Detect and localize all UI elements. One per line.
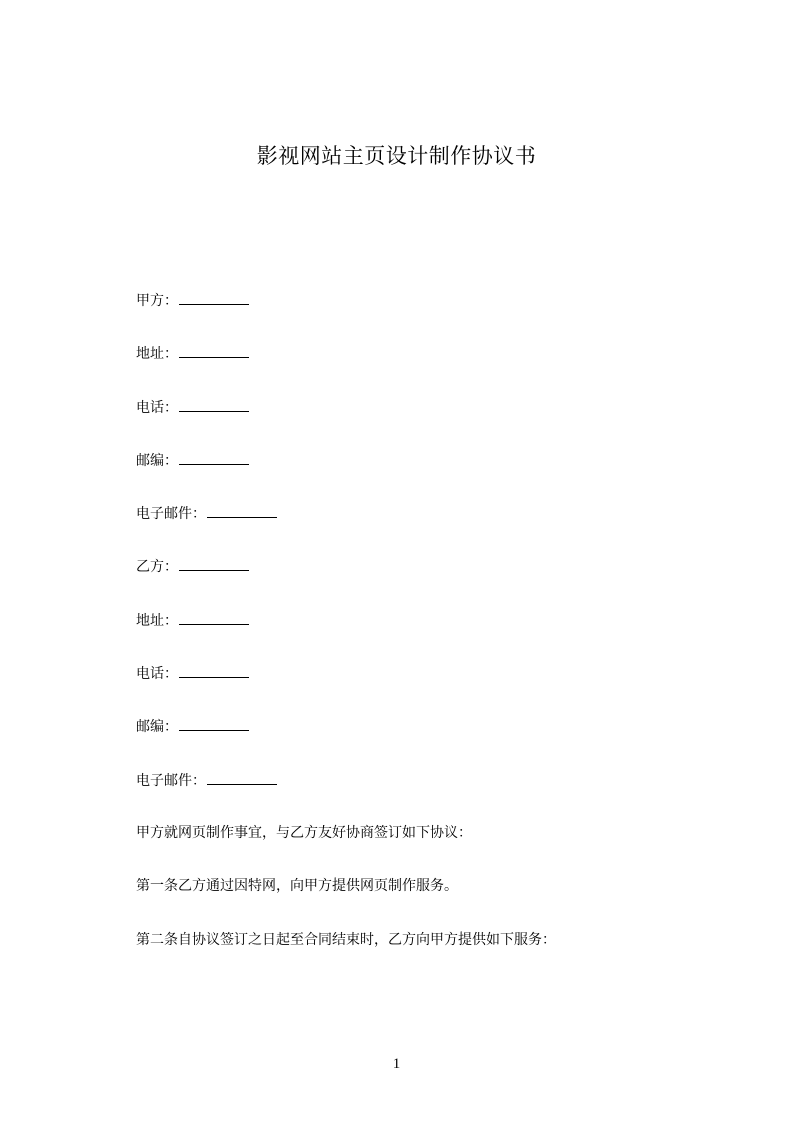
party-b-postcode-blank: [179, 715, 249, 731]
party-b-address-line: [136, 609, 696, 662]
party-a-phone-blank: [179, 396, 249, 412]
party-b-phone-blank: [179, 662, 249, 678]
party-a-address-blank: [179, 342, 249, 358]
page-number: 1: [392, 1056, 401, 1072]
party-b-address-label: 地址：: [136, 612, 178, 629]
party-b-name-label: 乙方：: [136, 559, 178, 576]
party-a-postcode-label: 邮编：: [136, 452, 178, 469]
party-b-phone-label: 电话：: [136, 666, 178, 683]
party-b-email-line: [136, 769, 696, 822]
document-body: [136, 289, 696, 982]
paragraph: 甲方就网页制作事宜，与乙方友好协商签订如下协议：: [136, 824, 472, 841]
party-a-name-line: [136, 289, 696, 342]
party-b-postcode-label: 邮编：: [136, 719, 178, 736]
party-a-address-label: 地址：: [136, 346, 178, 363]
paragraph: 第一条乙方通过因特网，向甲方提供网页制作服务。: [136, 878, 458, 895]
document-title: 影视网站主页设计制作协议书: [256, 144, 537, 168]
party-a-postcode-line: [136, 449, 696, 502]
party-a-name-label: 甲方：: [136, 293, 178, 309]
party-b-postcode-line: [136, 715, 696, 768]
party-a-phone-line: [136, 396, 696, 449]
party-a-name-blank: [179, 289, 249, 305]
party-b-email-label: 电子邮件：: [136, 772, 206, 789]
party-a-email-blank: [207, 502, 277, 518]
party-b-name-line: [136, 555, 696, 608]
party-b-address-blank: [179, 609, 249, 625]
party-a-phone-label: 电话：: [136, 399, 178, 416]
party-b-phone-line: [136, 662, 696, 715]
paragraph: 第二条自协议签订之日起至合同结束时，乙方向甲方提供如下服务：: [136, 931, 556, 948]
party-b-email-blank: [207, 769, 277, 785]
party-a-postcode-blank: [179, 449, 249, 465]
party-a-email-line: [136, 502, 696, 555]
party-b-name-blank: [179, 555, 249, 571]
party-a-address-line: [136, 342, 696, 395]
party-a-email-label: 电子邮件：: [136, 506, 206, 523]
